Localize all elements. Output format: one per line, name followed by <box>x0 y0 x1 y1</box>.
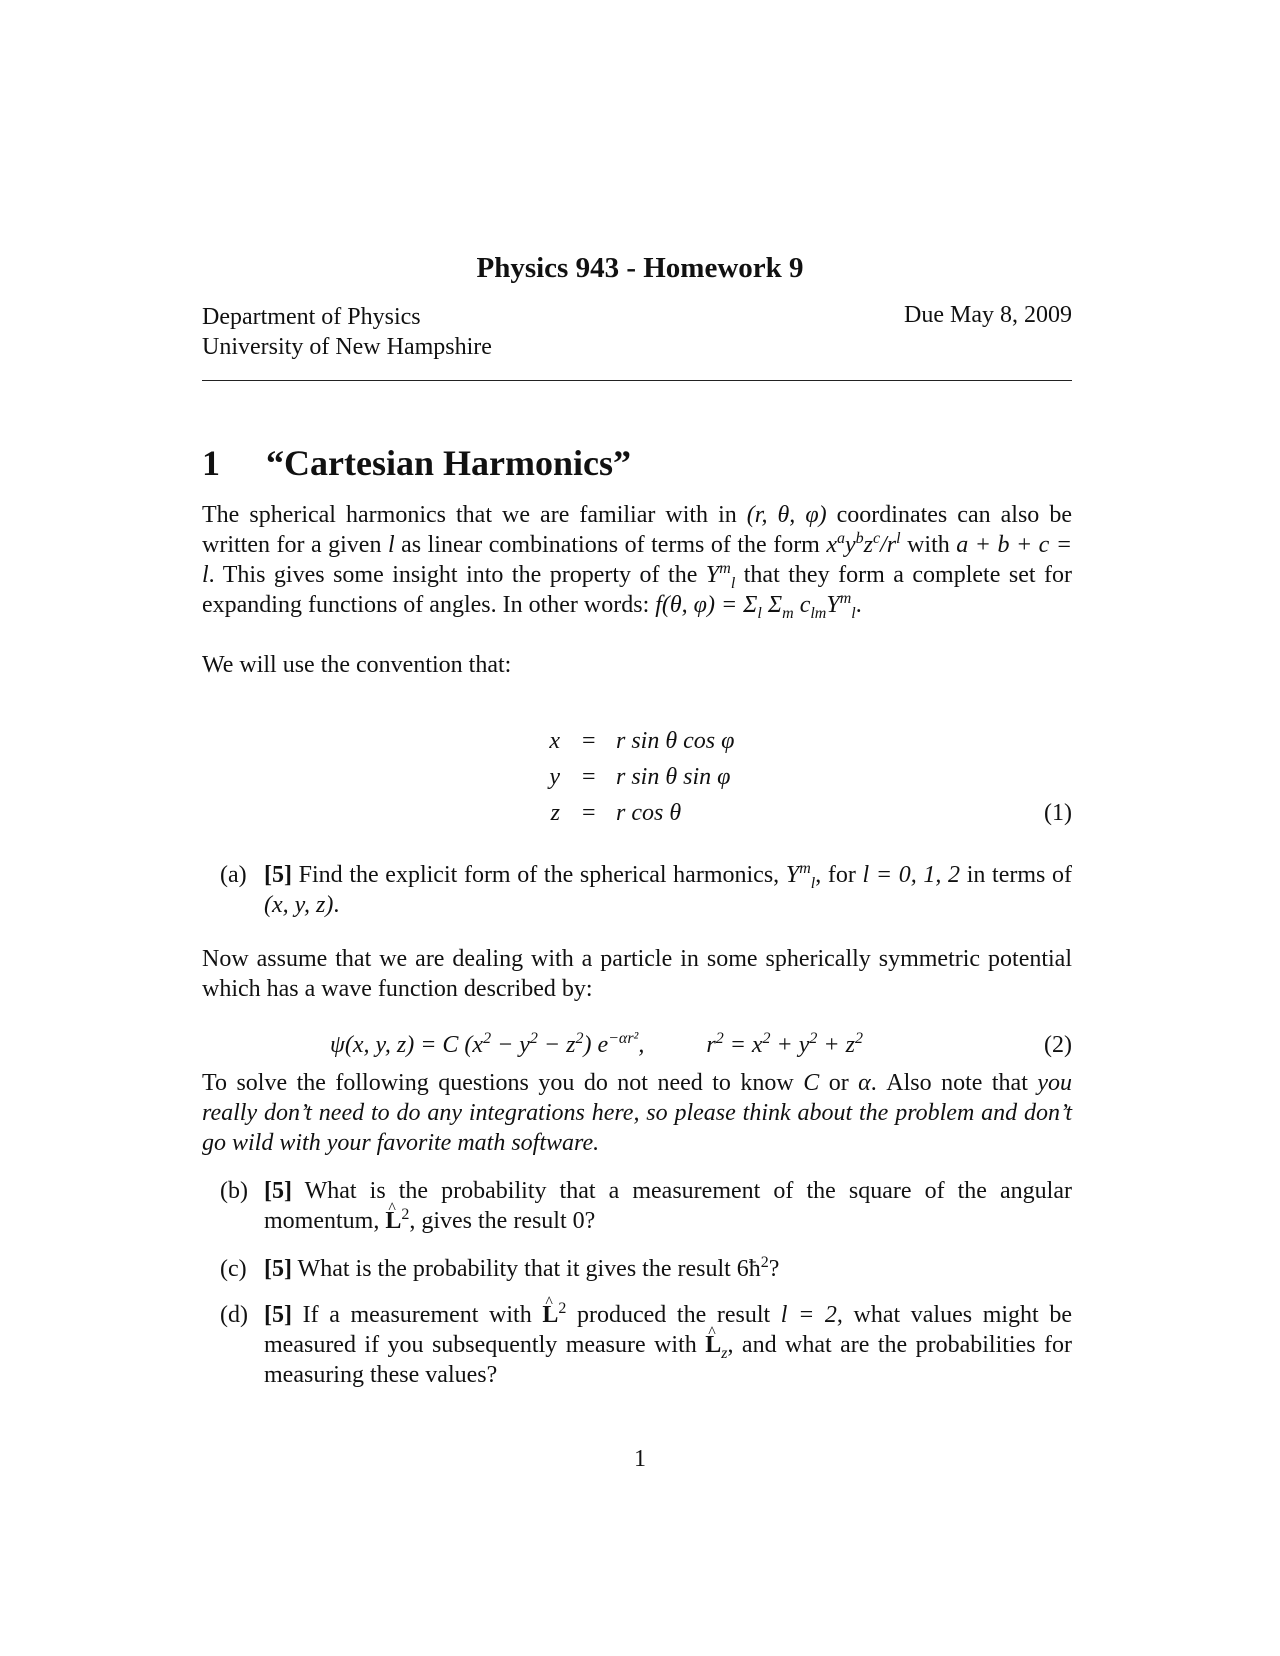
intro-text-4: with <box>900 532 957 558</box>
part-b-points: [5] <box>264 1178 292 1204</box>
part-c-body: [5] What is the probability that it gives the result $6ħ^2$? <box>264 1254 780 1282</box>
part-d-label: (d) <box>220 1302 248 1328</box>
section-title: “Cartesian Harmonics” <box>266 443 631 483</box>
note-italic: you really don’t need to do any integrations here, so please think about the problem and don’t go wild with your favorite math software. <box>202 1070 1072 1156</box>
intro-coords: (r, θ, φ) <box>746 502 827 528</box>
part-a <box>220 860 1072 920</box>
header-rule <box>202 380 1072 381</box>
eq-lhs: y <box>549 764 560 790</box>
part-a-ylm: $Y^m_l$ <box>785 860 816 892</box>
intro-text-1: The spherical harmonics that we are familiar with in <box>202 502 747 528</box>
part-d-text-4: , and what are the probabilities for measuring these values? <box>264 1332 1072 1388</box>
part-b-text-2: , gives the result 0? <box>409 1208 596 1234</box>
intro-l: l <box>387 532 395 558</box>
note-paragraph <box>202 1068 1072 1158</box>
l-squared-operator: ^ L <box>542 1302 558 1328</box>
convention-text: We will use the convention that: <box>202 652 512 678</box>
wavefunction-equation: ψ(x, y, z) = C $(x^2 - y^2 - z^2)$ $e^{-\alpha r^2}$, $r^2 = x^2 + y^2 + z^2$ <box>330 1030 863 1058</box>
part-b-body: [5] What is the probability that a measurement of the square of the angular momentum, ^ $L^2$, gives the result 0? <box>264 1176 1072 1236</box>
equation-row <box>530 800 950 836</box>
intro-text-3: as linear combinations of terms of the form <box>394 532 827 558</box>
eq-lhs: x <box>549 728 560 754</box>
eq-rhs: r sin θ cos φ <box>616 728 735 754</box>
affiliation <box>202 302 492 362</box>
intro-paragraph <box>202 500 1072 620</box>
intro-ylm: $Y^m_l$ <box>705 560 736 592</box>
note-text-1: To solve the following questions you do not need to know <box>202 1070 804 1096</box>
university: University of New Hampshire <box>202 334 492 360</box>
department: Department of Physics <box>202 304 421 330</box>
part-a-xyz: (x, y, z) <box>264 892 334 918</box>
intro-text-7: . <box>855 592 862 618</box>
due-date: Due May 8, 2009 <box>904 302 1072 328</box>
document-title: Physics 943 - Homework 9 <box>476 252 804 284</box>
eq-sign: = <box>582 764 596 790</box>
eq-sign: = <box>582 728 596 754</box>
intro-condition: a + b + c = l <box>202 532 1073 588</box>
note-alpha: α <box>858 1070 871 1096</box>
equation-number-1: (1) <box>1044 800 1072 826</box>
part-b-label: (b) <box>220 1178 248 1204</box>
part-a-text-1: Find the explicit form of the spherical harmonics, <box>291 862 786 888</box>
eq2-lhs: ψ(x, y, z) = C (x <box>330 1032 484 1058</box>
part-d-text-3: , what values might be measured if you subsequently measure with <box>264 1302 1072 1358</box>
part-c-text-1: What is the probability that it gives the result 6ħ <box>291 1256 761 1282</box>
l-squared-operator: ^ L <box>385 1208 401 1234</box>
part-a-label: (a) <box>220 862 247 888</box>
part-c-points: [5] <box>264 1256 292 1282</box>
section-number: 1 <box>202 443 220 483</box>
part-b-text-1: What is the probability that a measurement of the square of the angular momentum, <box>264 1178 1072 1234</box>
note-text-2: or <box>819 1070 859 1096</box>
eq-rhs: r sin θ sin φ <box>616 764 731 790</box>
intro-text-5: . This gives some insight into the property of the <box>208 562 706 588</box>
part-d-body: [5] If a measurement with ^ $L^2$ produced the result l = 2, what values might be measured if you subsequently measure with ^ $L_z$, and what are the probabilities for measuring these values? <box>264 1300 1072 1390</box>
eq-rhs: r cos θ <box>616 800 682 826</box>
intro-text-6: that they form a complete set for expanding functions of angles. In other words: <box>202 562 1073 618</box>
eq-sign: = <box>582 800 596 826</box>
lz-operator: ^ L <box>705 1332 721 1358</box>
intro-form-x: x <box>826 532 838 558</box>
equation-number-2: (2) <box>1044 1032 1072 1058</box>
equation-array-1 <box>530 728 950 836</box>
equation-row <box>530 728 950 764</box>
equation-row <box>530 764 950 800</box>
part-c-label: (c) <box>220 1256 247 1282</box>
eq-lhs: z <box>550 800 560 826</box>
part-a-body <box>264 860 1072 920</box>
page-number: 1 <box>634 1446 646 1472</box>
part-d-text-1: If a measurement with <box>291 1302 543 1328</box>
part-b <box>220 1176 1072 1236</box>
intro-fexpr: f(θ, φ) = Σ <box>655 592 758 618</box>
note-C: C <box>803 1070 820 1096</box>
part-a-text-4: . <box>333 892 340 918</box>
part-a-points: [5] <box>264 862 292 888</box>
intro-form: $x^ay^bz^c/r^l$ <box>826 530 901 558</box>
part-d-points: [5] <box>264 1302 292 1328</box>
intro-text-2: coordinates can also be written for a given <box>202 502 1072 558</box>
potential-paragraph: Now assume that we are dealing with a particle in some spherically symmetric potential which has a wave function described by: <box>202 946 1072 1002</box>
part-a-lvals: l = 0, 1, 2 <box>862 862 961 888</box>
section-heading <box>202 442 631 484</box>
part-a-text-3: in terms of <box>960 862 1072 888</box>
part-c <box>220 1254 1072 1284</box>
part-a-text-2: , for <box>815 862 863 888</box>
note-text-3: . Also note that <box>870 1070 1038 1096</box>
part-d-lval: l = 2 <box>780 1302 837 1328</box>
part-c-text-2: ? <box>768 1256 780 1282</box>
part-d-text-2: produced the result <box>566 1302 781 1328</box>
intro-expansion: f(θ, $\varphi) = \Sigma_l$ $\Sigma_m$ $c_{lm}Y^m_l$ <box>655 590 856 622</box>
eq2-r2: r <box>706 1032 716 1058</box>
part-d <box>220 1300 1072 1390</box>
